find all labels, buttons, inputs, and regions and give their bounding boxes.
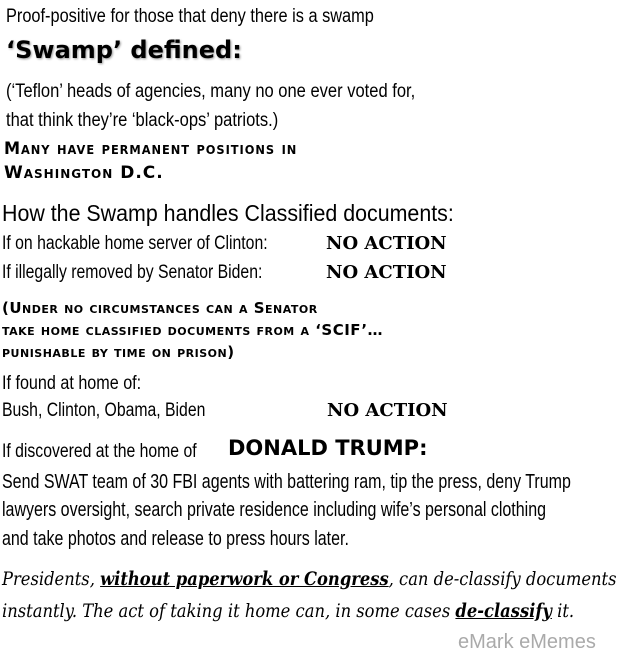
scif-note-line-3: punishable by time on prison): [2, 343, 235, 361]
definition-line-1: (‘Teflon’ heads of agencies, many no one ever voted for,: [6, 81, 416, 102]
trump-description-line-1: Send SWAT team of 30 FBI agents with battering ram, tip the press, deny Trump: [2, 471, 571, 493]
case-biden-senator-label: If illegally removed by Senator Biden:: [2, 262, 263, 283]
trump-case-prefix: If discovered at the home of: [2, 441, 197, 462]
closing-line-1: [2, 570, 617, 589]
case-found-home-result: NO ACTION: [327, 400, 448, 421]
closing-emphasis-paperwork: without paperwork or Congress: [100, 568, 389, 590]
closing-it: it.: [557, 600, 575, 622]
permanent-positions-line-2: Washington D.C.: [4, 163, 164, 183]
scif-note-line-1: (Under no circumstances can a Senator: [2, 299, 318, 317]
scif-note-line-2: take home classified documents from a ‘SCIF’…: [2, 321, 384, 339]
watermark: eMark eMemes: [458, 631, 596, 653]
trump-description-line-2: lawyers oversight, search private residence including wife’s personal clothing: [2, 499, 546, 521]
trump-case-name: DONALD TRUMP:: [228, 436, 428, 460]
trump-description-line-3: and take photos and release to press hours later.: [2, 528, 349, 550]
case-biden-senator-result: NO ACTION: [326, 262, 447, 283]
handles-heading: How the Swamp handles Classified documents:: [2, 200, 454, 226]
closing-presidents: Presidents,: [2, 568, 95, 590]
closing-declassify-text: , can de-classify documents: [388, 568, 617, 590]
permanent-positions-line-1: Many have permanent positions in: [4, 139, 298, 159]
closing-emphasis-declassify: de-classify: [455, 600, 552, 622]
case-clinton-server-label: If on hackable home server of Clinton:: [2, 233, 268, 254]
closing-line-2: [2, 602, 574, 621]
definition-line-2: that think they’re ‘black-ops’ patriots.): [6, 110, 279, 131]
closing-act-text: instantly. The act of taking it home can, in some cases: [2, 600, 451, 622]
case-clinton-server-result: NO ACTION: [326, 233, 447, 254]
swamp-defined-heading: ‘Swamp’ defined:: [6, 36, 242, 64]
intro-text: Proof-positive for those that deny there is a swamp: [6, 6, 374, 27]
case-found-home-names: Bush, Clinton, Obama, Biden: [2, 400, 206, 421]
case-found-home-label: If found at home of:: [2, 373, 142, 394]
